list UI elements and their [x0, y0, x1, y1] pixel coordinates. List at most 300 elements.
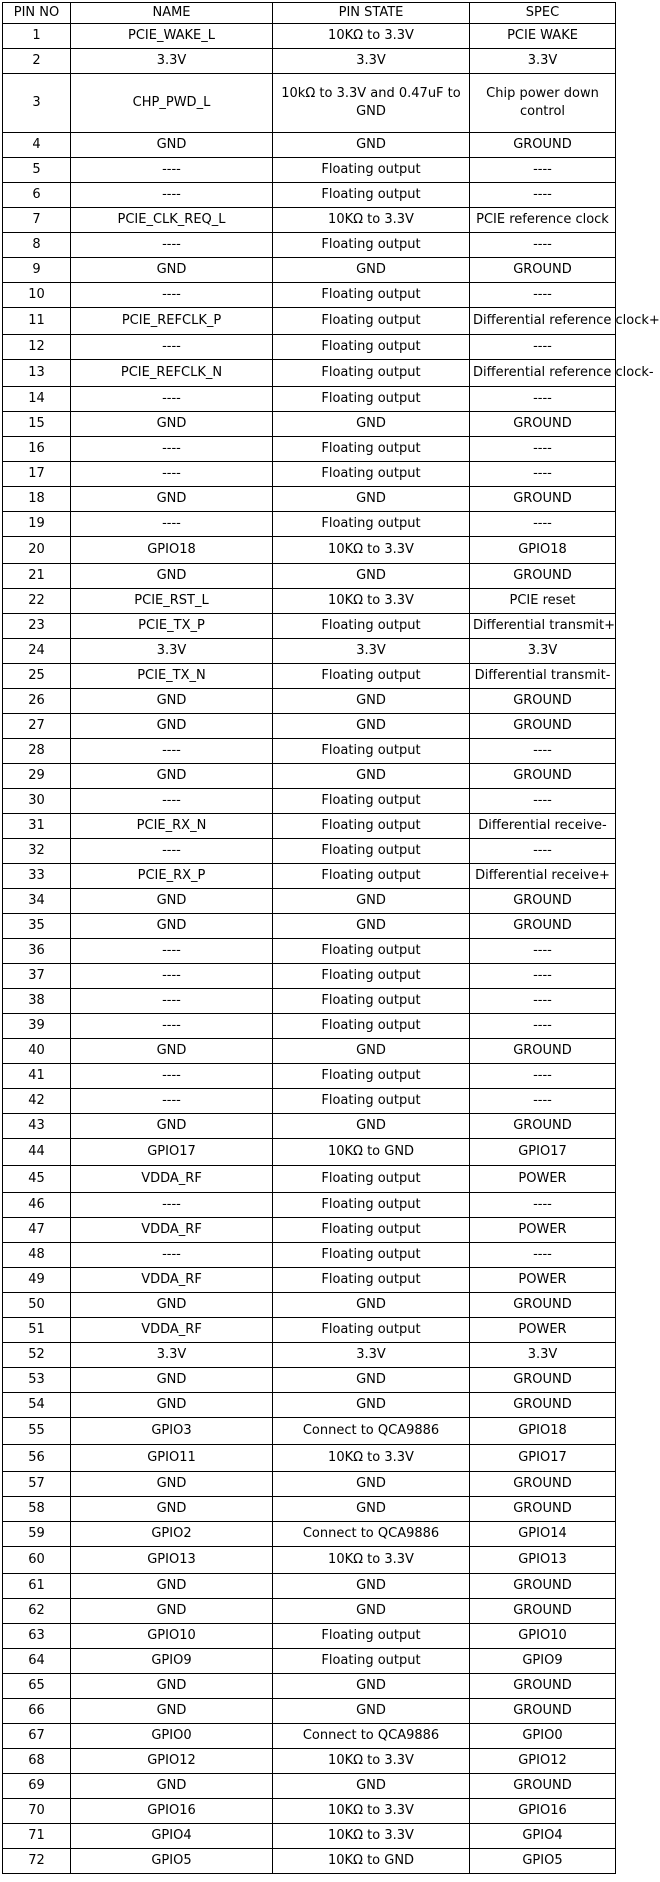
- table-row: [3, 1749, 616, 1774]
- pin-state-cell: Floating output: [273, 335, 470, 360]
- spec-cell: GROUND: [470, 764, 616, 789]
- pin-state-cell: Floating output: [273, 233, 470, 258]
- pin-state-cell: 3.3V: [273, 639, 470, 664]
- table-row: [3, 1799, 616, 1824]
- name-cell: ----: [71, 437, 273, 462]
- name-cell: GPIO18: [71, 537, 273, 564]
- pin-table-wrapper: [2, 2, 660, 1874]
- spec-cell: 3.3V: [470, 49, 616, 74]
- pin-state-cell: GND: [273, 258, 470, 283]
- table-row: [3, 335, 616, 360]
- pin-no-cell: 50: [3, 1293, 71, 1318]
- table-row: [3, 208, 616, 233]
- pin-no-cell: 35: [3, 914, 71, 939]
- spec-cell: Differential transmit+: [470, 614, 616, 639]
- spec-cell: ----: [470, 387, 616, 412]
- spec-cell: ----: [470, 739, 616, 764]
- pin-no-cell: 46: [3, 1193, 71, 1218]
- pin-state-cell: Floating output: [273, 1218, 470, 1243]
- pin-state-cell: Floating output: [273, 1624, 470, 1649]
- table-row: [3, 412, 616, 437]
- name-cell: GPIO13: [71, 1547, 273, 1574]
- spec-cell: ----: [470, 939, 616, 964]
- pin-no-cell: 64: [3, 1649, 71, 1674]
- pin-state-cell: GND: [273, 1472, 470, 1497]
- header-pin-state: PIN STATE: [273, 3, 470, 24]
- pin-no-cell: 52: [3, 1343, 71, 1368]
- table-row: [3, 158, 616, 183]
- spec-cell: ----: [470, 789, 616, 814]
- spec-cell: ----: [470, 283, 616, 308]
- table-row: [3, 939, 616, 964]
- pin-state-cell: GND: [273, 1497, 470, 1522]
- pin-state-cell: 10KΩ to 3.3V: [273, 537, 470, 564]
- pin-state-cell: Floating output: [273, 512, 470, 537]
- pin-no-cell: 13: [3, 360, 71, 387]
- spec-cell: ----: [470, 1089, 616, 1114]
- table-row: [3, 1497, 616, 1522]
- table-row: [3, 1166, 616, 1193]
- pin-no-cell: 72: [3, 1849, 71, 1874]
- pin-state-cell: Floating output: [273, 387, 470, 412]
- name-cell: GND: [71, 714, 273, 739]
- name-cell: PCIE_RX_P: [71, 864, 273, 889]
- pin-state-cell: Floating output: [273, 939, 470, 964]
- pin-state-cell: GND: [273, 1114, 470, 1139]
- pin-state-cell: Floating output: [273, 1064, 470, 1089]
- pin-no-cell: 38: [3, 989, 71, 1014]
- name-cell: GND: [71, 1039, 273, 1064]
- spec-cell: GROUND: [470, 714, 616, 739]
- name-cell: GPIO17: [71, 1139, 273, 1166]
- name-cell: ----: [71, 1014, 273, 1039]
- spec-cell: GROUND: [470, 914, 616, 939]
- name-cell: PCIE_REFCLK_P: [71, 308, 273, 335]
- pin-state-cell: Floating output: [273, 964, 470, 989]
- pin-state-cell: 3.3V: [273, 1343, 470, 1368]
- pin-no-cell: 22: [3, 589, 71, 614]
- table-row: [3, 437, 616, 462]
- table-row: [3, 74, 616, 133]
- spec-cell: GPIO16: [470, 1799, 616, 1824]
- table-row: [3, 1114, 616, 1139]
- spec-cell: GPIO5: [470, 1849, 616, 1874]
- name-cell: PCIE_REFCLK_N: [71, 360, 273, 387]
- table-row: [3, 133, 616, 158]
- table-row: [3, 1824, 616, 1849]
- pin-state-cell: Floating output: [273, 462, 470, 487]
- pin-no-cell: 56: [3, 1445, 71, 1472]
- spec-cell: ----: [470, 512, 616, 537]
- pin-state-cell: GND: [273, 1039, 470, 1064]
- pin-no-cell: 57: [3, 1472, 71, 1497]
- spec-cell: Differential reference clock+: [470, 308, 616, 335]
- pin-state-cell: Floating output: [273, 614, 470, 639]
- name-cell: PCIE_TX_P: [71, 614, 273, 639]
- spec-cell: GROUND: [470, 1472, 616, 1497]
- pin-state-cell: GND: [273, 914, 470, 939]
- table-row: [3, 537, 616, 564]
- pin-state-cell: 10KΩ to 3.3V: [273, 589, 470, 614]
- pin-no-cell: 26: [3, 689, 71, 714]
- table-row: [3, 1193, 616, 1218]
- pin-state-cell: 10KΩ to 3.3V: [273, 1824, 470, 1849]
- name-cell: GND: [71, 133, 273, 158]
- pin-no-cell: 51: [3, 1318, 71, 1343]
- table-row: [3, 1293, 616, 1318]
- pin-no-cell: 10: [3, 283, 71, 308]
- pin-no-cell: 69: [3, 1774, 71, 1799]
- name-cell: CHP_PWD_L: [71, 74, 273, 133]
- pin-no-cell: 37: [3, 964, 71, 989]
- pin-state-cell: Floating output: [273, 308, 470, 335]
- spec-cell: GPIO17: [470, 1445, 616, 1472]
- spec-cell: ----: [470, 335, 616, 360]
- table-row: [3, 1393, 616, 1418]
- table-row: [3, 1472, 616, 1497]
- pin-no-cell: 70: [3, 1799, 71, 1824]
- name-cell: 3.3V: [71, 49, 273, 74]
- pin-no-cell: 41: [3, 1064, 71, 1089]
- spec-cell: GPIO17: [470, 1139, 616, 1166]
- name-cell: 3.3V: [71, 639, 273, 664]
- table-row: [3, 512, 616, 537]
- pin-no-cell: 58: [3, 1497, 71, 1522]
- table-row: [3, 1547, 616, 1574]
- pin-state-cell: 10KΩ to 3.3V: [273, 1445, 470, 1472]
- pin-no-cell: 28: [3, 739, 71, 764]
- pin-no-cell: 21: [3, 564, 71, 589]
- name-cell: GND: [71, 1393, 273, 1418]
- spec-cell: Differential receive-: [470, 814, 616, 839]
- table-row: [3, 689, 616, 714]
- name-cell: ----: [71, 1193, 273, 1218]
- pin-state-cell: GND: [273, 714, 470, 739]
- table-row: [3, 864, 616, 889]
- name-cell: ----: [71, 989, 273, 1014]
- table-row: [3, 1218, 616, 1243]
- spec-cell: GROUND: [470, 689, 616, 714]
- pin-no-cell: 60: [3, 1547, 71, 1574]
- spec-cell: GROUND: [470, 487, 616, 512]
- pin-no-cell: 40: [3, 1039, 71, 1064]
- name-cell: GPIO16: [71, 1799, 273, 1824]
- pin-state-cell: Floating output: [273, 664, 470, 689]
- pin-no-cell: 34: [3, 889, 71, 914]
- pin-no-cell: 54: [3, 1393, 71, 1418]
- table-row: [3, 308, 616, 335]
- table-row: [3, 814, 616, 839]
- table-row: [3, 1014, 616, 1039]
- pin-state-cell: GND: [273, 1699, 470, 1724]
- table-row: [3, 1418, 616, 1445]
- pin-state-cell: Floating output: [273, 283, 470, 308]
- name-cell: GND: [71, 764, 273, 789]
- pin-state-cell: 10KΩ to 3.3V: [273, 1749, 470, 1774]
- header-spec: SPEC: [470, 3, 616, 24]
- name-cell: GND: [71, 1674, 273, 1699]
- table-row: [3, 1445, 616, 1472]
- pin-state-cell: Connect to QCA9886: [273, 1522, 470, 1547]
- pin-state-cell: 10KΩ to 3.3V: [273, 1799, 470, 1824]
- name-cell: PCIE_CLK_REQ_L: [71, 208, 273, 233]
- pin-state-cell: 10KΩ to 3.3V: [273, 208, 470, 233]
- spec-cell: ----: [470, 1243, 616, 1268]
- spec-cell: ----: [470, 158, 616, 183]
- table-row: [3, 1243, 616, 1268]
- pin-no-cell: 63: [3, 1624, 71, 1649]
- name-cell: ----: [71, 335, 273, 360]
- name-cell: ----: [71, 283, 273, 308]
- name-cell: GND: [71, 1599, 273, 1624]
- pin-state-cell: Floating output: [273, 1193, 470, 1218]
- pin-no-cell: 30: [3, 789, 71, 814]
- pin-state-cell: 3.3V: [273, 49, 470, 74]
- name-cell: VDDA_RF: [71, 1166, 273, 1193]
- name-cell: GND: [71, 889, 273, 914]
- pin-no-cell: 23: [3, 614, 71, 639]
- pin-no-cell: 65: [3, 1674, 71, 1699]
- pin-no-cell: 14: [3, 387, 71, 412]
- pin-state-cell: Floating output: [273, 1089, 470, 1114]
- table-header: [3, 3, 616, 24]
- spec-cell: GPIO0: [470, 1724, 616, 1749]
- header-pin-no: PIN NO: [3, 3, 71, 24]
- pin-state-cell: GND: [273, 1293, 470, 1318]
- table-row: [3, 614, 616, 639]
- pin-no-cell: 68: [3, 1749, 71, 1774]
- spec-cell: GPIO4: [470, 1824, 616, 1849]
- pin-no-cell: 71: [3, 1824, 71, 1849]
- name-cell: ----: [71, 1064, 273, 1089]
- name-cell: ----: [71, 839, 273, 864]
- spec-cell: GPIO18: [470, 537, 616, 564]
- pin-no-cell: 4: [3, 133, 71, 158]
- pin-no-cell: 67: [3, 1724, 71, 1749]
- table-row: [3, 233, 616, 258]
- pin-state-cell: GND: [273, 564, 470, 589]
- table-row: [3, 739, 616, 764]
- pin-no-cell: 25: [3, 664, 71, 689]
- pin-no-cell: 49: [3, 1268, 71, 1293]
- spec-cell: ----: [470, 462, 616, 487]
- spec-cell: Differential receive+: [470, 864, 616, 889]
- pin-state-cell: Floating output: [273, 437, 470, 462]
- table-row: [3, 964, 616, 989]
- spec-cell: ----: [470, 183, 616, 208]
- name-cell: VDDA_RF: [71, 1218, 273, 1243]
- name-cell: ----: [71, 1243, 273, 1268]
- pin-state-cell: Floating output: [273, 839, 470, 864]
- spec-cell: GROUND: [470, 1368, 616, 1393]
- header-name: NAME: [71, 3, 273, 24]
- spec-cell: GROUND: [470, 889, 616, 914]
- name-cell: ----: [71, 183, 273, 208]
- name-cell: PCIE_RX_N: [71, 814, 273, 839]
- table-row: [3, 589, 616, 614]
- pin-no-cell: 18: [3, 487, 71, 512]
- name-cell: GND: [71, 487, 273, 512]
- name-cell: ----: [71, 462, 273, 487]
- pin-state-cell: GND: [273, 764, 470, 789]
- pin-state-cell: 10KΩ to 3.3V: [273, 24, 470, 49]
- table-row: [3, 1724, 616, 1749]
- name-cell: GPIO5: [71, 1849, 273, 1874]
- pin-no-cell: 43: [3, 1114, 71, 1139]
- name-cell: GPIO3: [71, 1418, 273, 1445]
- name-cell: GND: [71, 258, 273, 283]
- name-cell: VDDA_RF: [71, 1268, 273, 1293]
- name-cell: GPIO4: [71, 1824, 273, 1849]
- pin-state-cell: GND: [273, 1674, 470, 1699]
- table-row: [3, 258, 616, 283]
- pin-no-cell: 44: [3, 1139, 71, 1166]
- pin-state-cell: 10KΩ to GND: [273, 1849, 470, 1874]
- name-cell: GPIO2: [71, 1522, 273, 1547]
- name-cell: ----: [71, 387, 273, 412]
- table-row: [3, 183, 616, 208]
- spec-cell: POWER: [470, 1318, 616, 1343]
- name-cell: GND: [71, 1774, 273, 1799]
- name-cell: PCIE_WAKE_L: [71, 24, 273, 49]
- spec-cell: PCIE WAKE: [470, 24, 616, 49]
- name-cell: ----: [71, 512, 273, 537]
- table-row: [3, 1774, 616, 1799]
- name-cell: GND: [71, 1497, 273, 1522]
- spec-cell: Differential reference clock-: [470, 360, 616, 387]
- name-cell: ----: [71, 1089, 273, 1114]
- pin-state-cell: Floating output: [273, 864, 470, 889]
- table-row: [3, 1039, 616, 1064]
- pin-state-cell: 10KΩ to 3.3V: [273, 1547, 470, 1574]
- spec-cell: GROUND: [470, 564, 616, 589]
- pin-no-cell: 32: [3, 839, 71, 864]
- pin-no-cell: 39: [3, 1014, 71, 1039]
- spec-cell: ----: [470, 839, 616, 864]
- spec-cell: Differential transmit-: [470, 664, 616, 689]
- name-cell: 3.3V: [71, 1343, 273, 1368]
- pin-state-cell: Floating output: [273, 1318, 470, 1343]
- table-row: [3, 1318, 616, 1343]
- name-cell: ----: [71, 964, 273, 989]
- spec-cell: ----: [470, 233, 616, 258]
- pin-state-cell: Floating output: [273, 739, 470, 764]
- pin-no-cell: 53: [3, 1368, 71, 1393]
- pin-state-cell: Floating output: [273, 1649, 470, 1674]
- pin-no-cell: 62: [3, 1599, 71, 1624]
- name-cell: GND: [71, 1114, 273, 1139]
- spec-cell: GROUND: [470, 1574, 616, 1599]
- spec-cell: GROUND: [470, 1774, 616, 1799]
- name-cell: GND: [71, 564, 273, 589]
- pin-no-cell: 6: [3, 183, 71, 208]
- table-row: [3, 1849, 616, 1874]
- name-cell: GND: [71, 689, 273, 714]
- pin-state-cell: Connect to QCA9886: [273, 1418, 470, 1445]
- table-row: [3, 664, 616, 689]
- pin-no-cell: 15: [3, 412, 71, 437]
- pin-table: [2, 2, 660, 1874]
- spec-cell: PCIE reset: [470, 589, 616, 614]
- pin-no-cell: 66: [3, 1699, 71, 1724]
- spec-cell: ----: [470, 1064, 616, 1089]
- spec-cell: GROUND: [470, 412, 616, 437]
- table-row: [3, 1624, 616, 1649]
- name-cell: GPIO0: [71, 1724, 273, 1749]
- name-cell: PCIE_RST_L: [71, 589, 273, 614]
- spec-cell: 3.3V: [470, 639, 616, 664]
- name-cell: GPIO11: [71, 1445, 273, 1472]
- pin-no-cell: 47: [3, 1218, 71, 1243]
- table-row: [3, 1674, 616, 1699]
- table-row: [3, 564, 616, 589]
- pin-no-cell: 29: [3, 764, 71, 789]
- pin-state-cell: Floating output: [273, 1014, 470, 1039]
- spec-cell: GROUND: [470, 133, 616, 158]
- pin-no-cell: 45: [3, 1166, 71, 1193]
- spec-cell: POWER: [470, 1218, 616, 1243]
- pin-state-cell: Floating output: [273, 814, 470, 839]
- table-row: [3, 789, 616, 814]
- pin-state-cell: Floating output: [273, 158, 470, 183]
- pin-no-cell: 33: [3, 864, 71, 889]
- spec-cell: GPIO12: [470, 1749, 616, 1774]
- pin-no-cell: 36: [3, 939, 71, 964]
- pin-no-cell: 7: [3, 208, 71, 233]
- spec-cell: PCIE reference clock: [470, 208, 616, 233]
- pin-no-cell: 24: [3, 639, 71, 664]
- name-cell: GND: [71, 1699, 273, 1724]
- spec-cell: GROUND: [470, 1497, 616, 1522]
- pin-state-cell: Connect to QCA9886: [273, 1724, 470, 1749]
- pin-state-cell: Floating output: [273, 789, 470, 814]
- name-cell: ----: [71, 739, 273, 764]
- header-row: [3, 3, 616, 24]
- spec-cell: GROUND: [470, 1293, 616, 1318]
- table-row: [3, 1368, 616, 1393]
- spec-cell: POWER: [470, 1166, 616, 1193]
- pin-no-cell: 12: [3, 335, 71, 360]
- pin-no-cell: 59: [3, 1522, 71, 1547]
- table-row: [3, 49, 616, 74]
- spec-cell: GROUND: [470, 1393, 616, 1418]
- pin-state-cell: GND: [273, 889, 470, 914]
- name-cell: GND: [71, 1574, 273, 1599]
- spec-cell: GPIO9: [470, 1649, 616, 1674]
- spec-cell: ----: [470, 437, 616, 462]
- spec-cell: ----: [470, 989, 616, 1014]
- pin-no-cell: 27: [3, 714, 71, 739]
- table-row: [3, 283, 616, 308]
- name-cell: ----: [71, 158, 273, 183]
- table-row: [3, 487, 616, 512]
- table-row: [3, 914, 616, 939]
- table-body: [3, 24, 660, 1874]
- pin-no-cell: 48: [3, 1243, 71, 1268]
- table-row: [3, 639, 616, 664]
- pin-state-cell: Floating output: [273, 1166, 470, 1193]
- pin-state-cell: GND: [273, 487, 470, 512]
- spec-cell: GROUND: [470, 258, 616, 283]
- pin-state-cell: GND: [273, 1599, 470, 1624]
- spec-cell: GROUND: [470, 1599, 616, 1624]
- table-row: [3, 1064, 616, 1089]
- pin-state-cell: 10kΩ to 3.3V and 0.47uF to GND: [273, 74, 470, 133]
- pin-no-cell: 17: [3, 462, 71, 487]
- table-row: [3, 989, 616, 1014]
- spec-cell: ----: [470, 1193, 616, 1218]
- name-cell: GPIO10: [71, 1624, 273, 1649]
